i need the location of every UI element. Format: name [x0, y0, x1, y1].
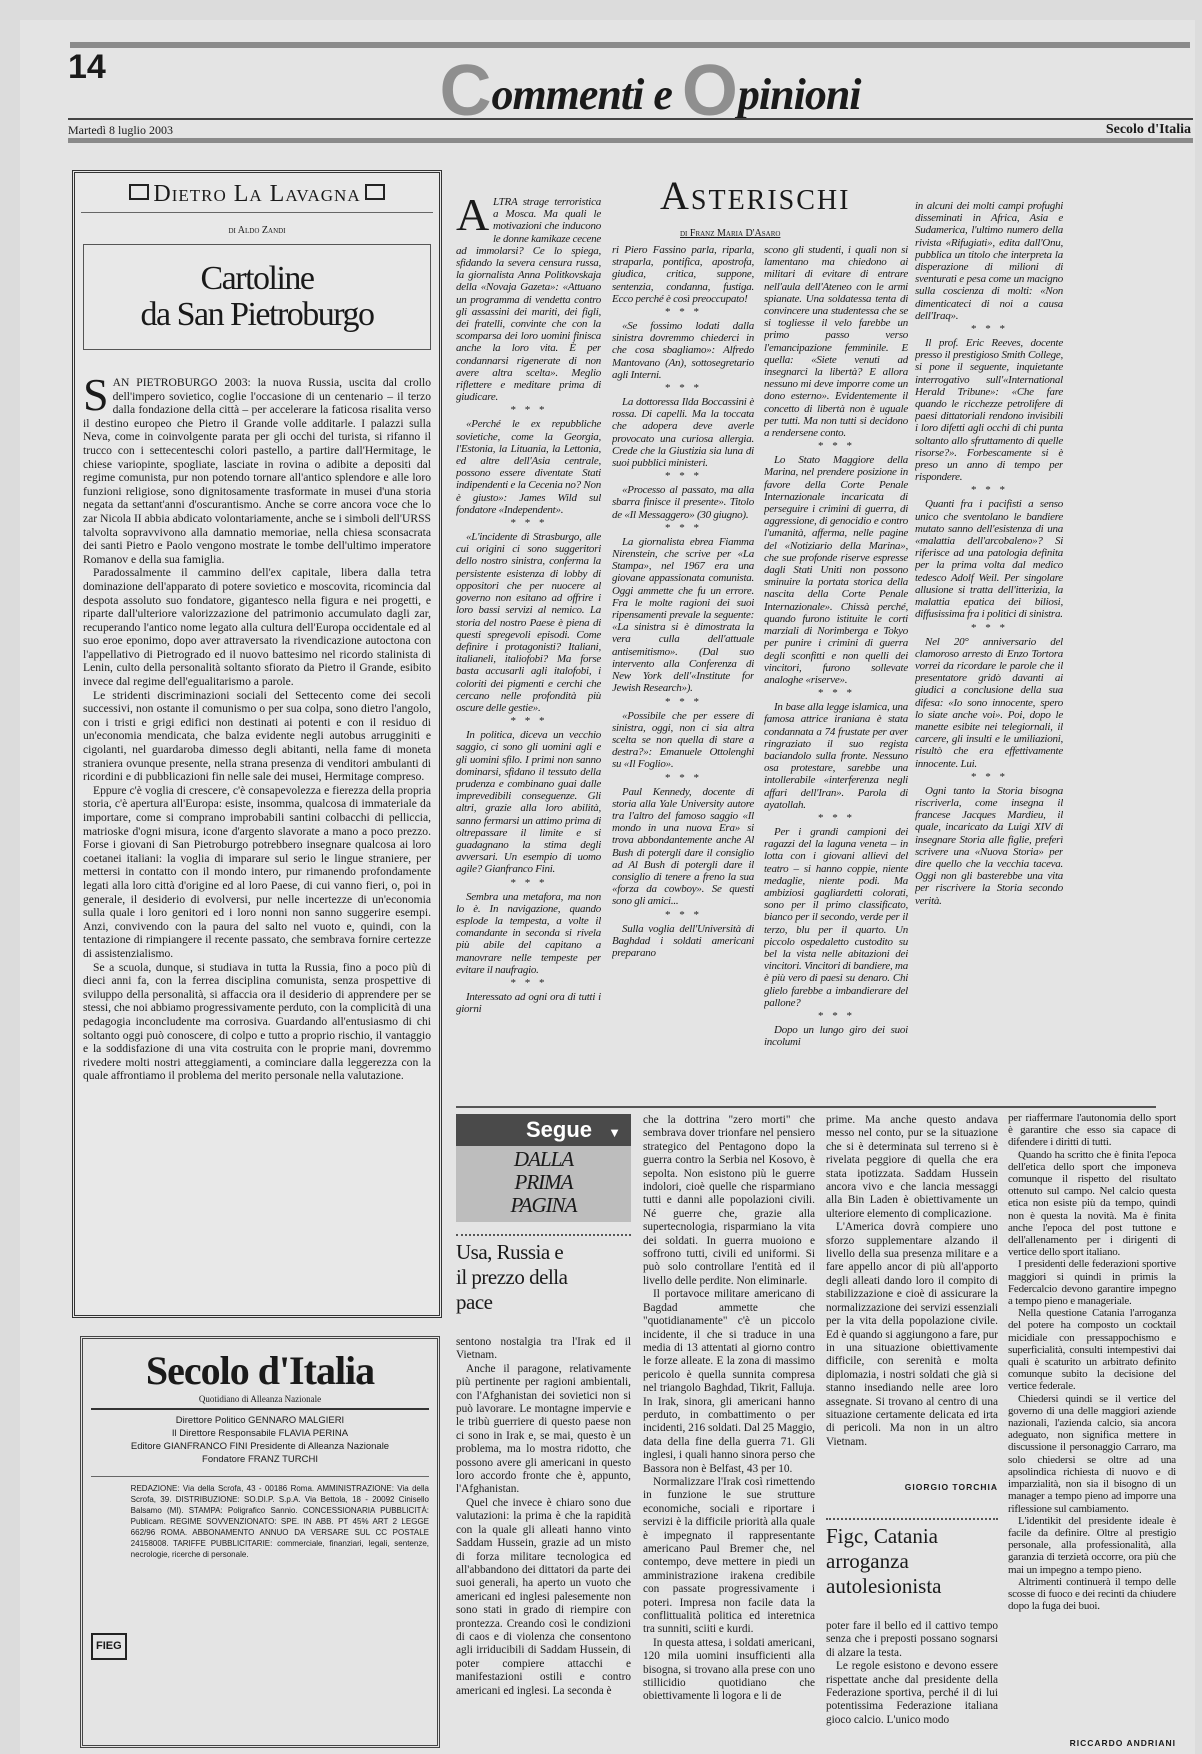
masthead-subtitle: Quotidiano di Alleanza Nazionale — [91, 1394, 429, 1410]
segue-line: PRIMA — [514, 1170, 573, 1194]
paragraph: «Se fossimo lodati dalla sinistra dovremmo chiederci in che cosa sbagliamo»: Alfredo Mantovano (An), sottosegretario agli Interni. — [612, 320, 754, 381]
segue-line: DALLA — [513, 1147, 574, 1171]
segue-label: Segue — [525, 1117, 592, 1142]
blackboard-icon — [365, 184, 385, 200]
article-body — [83, 376, 431, 1306]
arrow-down-icon: ▼ — [608, 1125, 621, 1140]
paragraph: Paradossalmente il cammino dell'ex capitale, libera dalla tetra dominazione dell'apparato di potere sovietico e moscovita, ricomincia dal despota assoluto suo fondatore, gigantesco nella figura e nei progetti, e riparte dall'ulteriore valorizzazione del patrimonio accumulato dagli zar, recuperando l'antico nome legato alla cultura dell'Europa occidentale ed al suo eroe eponimo, dopo aver attraversato la rivendicazione autoctona con l'appellativo di Pietrogrado ed il nuovo battesimo nel ricordo stalinista di Lenin, culto della personalità soltanto sfiorato da Pietro il Grande, esibito invece dal regime dell'egualitarismo a parole. — [83, 566, 431, 689]
paragraph: poter fare il bello ed il cattivo tempo senza che i preposti possano sognarsi di alzare la testa. — [826, 1620, 998, 1659]
separator-stars: * * * — [510, 517, 547, 530]
paragraph: ri Piero Fassino parla, riparla, straparla, pontifica, apostrofa, giudica, critica, suppone, sentenzia, condanna, fustiga. Ecco perché è così preoccupato! — [612, 244, 754, 305]
separator-stars: * * * — [510, 876, 547, 889]
separator-stars: * * * — [970, 621, 1008, 634]
paragraph: Dopo un lungo giro dei suoi incolumi — [764, 1023, 908, 1049]
author-signature: RICCARDO ANDRIANI — [1069, 1738, 1176, 1748]
paragraph: per riaffermare l'autonomia dello sport è garantire che esso sia capace di difendere i diritti di tutti. — [1008, 1112, 1176, 1149]
paragraph: Sembra una metafora, ma non lo è. In navigazione, quando esplode la tempesta, a volte il comandante in seconda si rivela più abile del capitano a manovrare nelle tempeste per evitare il naufragio. — [456, 890, 601, 976]
drop-cap: A — [456, 196, 489, 240]
paragraph: In politica, diceva un vecchio saggio, ci sono gli uomini agli e gli uomini sfilo. I primi non sanno dominarsi, sfidano il tessuto della prudenza e combinano guai dalle imprevedibili conseguenze. Gli altri, grazie alla loro abilità, sanno fermarsi un attimo prima di oltrepassare il limite e si guadagnano la stima degli avversari. Un esempio di uomo agile? Gianfranco Fini. — [456, 729, 601, 876]
paragraph: Chiedersi quindi se il vertice del governo di una delle maggiori aziende nazionali, l'azienda calcio, sia ancora adeguato, non significa mettere in discussione il personaggio Carraro, ma solo chiedersi se oltre ad una apsolindica richiesta di nuovo e di imparzialità, non sia il bisogno di un manager a tempo pieno ad imporre una riflessione sul cambiamento. — [1008, 1392, 1176, 1515]
paragraph: Le stridenti discriminazioni sociali del Settecento come dei secoli successivi, non ostante il comunismo o per sua colpa, sono dietro l'angolo, con i tristi e grigi edifici non destinati ai potenti e con il residuo di un'economia mendicata, che balza evidente negli autobus arrugginiti e cigolanti, nel guardaroba dimesso degli abitanti, nella fame di moneta straniera ovunque presente, nella strana presenza di venditori ambulanti di ricordini e di pubblicazioni fin nelle sale dei musei, Hermitage compreso. — [83, 688, 431, 784]
separator-stars: * * * — [970, 770, 1008, 783]
paragraph: «Processo al passato, ma alla sbarra finisce il presente». Titolo de «Il Messaggero» (30 giugno). — [612, 484, 754, 521]
top-rule — [70, 42, 1190, 48]
issue-date: Martedì 8 luglio 2003 — [68, 123, 173, 137]
paragraph: Anche il paragone, relativamente più pertinente per ragioni ambientali, con l'Afghanistan dei sovietici non si può lavorare. Le montagne impervie e le tribù guerriere di questo paese non ci sono in Irak e, se mai, questo è un problema, ma lo mostra ridotto, che possono avere gli americani in questo loro accordo fronte che è, appunto, l'Afghanistan. — [456, 1362, 631, 1496]
paragraph: LTRA strage terroristica a Mosca. Ma quali le motivazioni che inducono le donne kamikaze cecene ad immolarsi? Ce lo spiega, sfidando la severa censura russa, la giornalista Anna Politkovskaja della «Novaja Gazeta»: «Attuano un programma di vendetta contro gli assassini dei mariti, dei figli, dei fratelli, convinte che con la scomparsa dei loro uomini finisca anche la loro vita. È per condannarsi rigenerate di non avere altra scelta». Meglio riflettere e meditare prima di giudicare. — [456, 196, 601, 404]
separator-stars: * * * — [817, 811, 855, 824]
separator-stars: * * * — [510, 976, 547, 989]
paragraph: Eppure c'è voglia di crescere, c'è consapevolezza e fierezza della propria storia, c'è apertura all'Europa: esiste, insomma, qualcosa di immateriale da importare, come si comprano improbabili santini colbacchi di pelliccia, matrioske d'ogni misura, icone d'argento slavorate a mano a poco prezzo. Forse i giovani di San Pietroburgo potrebbero insegnare qualcosa ai loro coetanei italiani: la voglia di imparare sul serio le lingue straniere, per mettersi in contatto con il mondo intero, pur rimanendo profondamente legati alla loro città d'origine ed al loro Paese, di cui vanno fieri, o, poi in generale, il desiderio di evolversi, pur nelle incertezze di un'economia sulla quale i loro genitori ed i loro nonni non sanno suggerire esempi. Anzi, convivendo con la paura del salto nel vuoto e, quindi, con la tentazione di rimpiangere il recente passato, che sembrava fornire certezze di assistenzialismo. — [83, 783, 431, 960]
paragraph: La dottoressa Ilda Boccassini è rossa. Di capelli. Ma la toccata che adopera deve averle provocato una curiosa allergia. Crede che la Giustizia sia luna di suoi pubblici ministeri. — [612, 396, 754, 470]
paragraph: Ogni tanto la Storia bisogna riscriverla, come insegna il francese Jacques Mardieu, il quale, incaricato da Luigi XIV di insegnare Storia alle figlie, preferì scrivere una «Nuova Storia» per dire quello che la vecchia taceva. Oggi non gli basterebbe una vita per riscrivere la Storia secondo verità. — [915, 784, 1063, 907]
figc-headline: Figc, Catania arroganza autolesionista — [826, 1524, 942, 1598]
segue-box — [456, 1114, 631, 1222]
usa-column-1 — [456, 1336, 631, 1748]
section-divider — [456, 1106, 1156, 1108]
paragraph: Lo Stato Maggiore della Marina, nel prendere posizione in favore della Corte Penale Internazionale incaricata di perseguire i crimini di guerra, di aggressione, di genocidio e contro l'umanità, afferma, nelle pagine del «Notiziario della Marina», che sue profonde riserve espresse dagli Stati Uniti non possono sminuire la portata storica della nascita della Corte Penale Internazionale». Chissà perché, quando furono istituite le corti marziali di Norimberga e Tokyo per punire i crimini di guerra degli sconfitti e non quelli dei vincitori, furono sollevate analoghe «riserve». — [764, 454, 908, 686]
dotted-rule — [826, 1518, 998, 1520]
paragraph: Paul Kennedy, docente di storia alla Yale University autore tra l'altro del famoso saggio «Il mondo in una nuova Era» si trova abbondantemente anche Al Bush di potergli dare il consiglio ad Al Bush di potergli dare il consiglio di tenere a freno la sua «forza da cowboy». Se questi sono gli amici... — [612, 785, 754, 908]
paragraph: sentono nostalgia tra l'Irak ed il Vietnam. — [456, 1336, 631, 1362]
separator-stars: * * * — [817, 1009, 855, 1022]
paragraph: In questa attesa, i soldati americani, 120 mila uomini insufficienti alla bisogna, si trovano alla prese con uno stillicidio quotidiano che obiettivamente lì logora e li de — [643, 1636, 815, 1703]
headline-line-2: da San Pietroburgo — [140, 296, 374, 333]
rubric-header — [81, 181, 433, 213]
article-headline — [83, 244, 431, 350]
asterischi-column-3 — [764, 244, 908, 1102]
paragraph: Il prof. Eric Reeves, docente presso il prestigioso Smith College, si pone il seguente, inquietante interrogativo sull'«International Herald Tribune»: «Che fare quando le ricchezze petrolifere di paesi dittatoriali rendono invisibili i loro difetti agli occhi di chi punta soltanto allo sfruttamento di quelle risorse?». Forbescamente si è preso un anno di tempo per rispondere. — [915, 337, 1063, 484]
separator-stars: * * * — [664, 771, 702, 784]
headline-line-1: Cartoline — [200, 260, 314, 297]
usa-column-2 — [643, 1114, 815, 1748]
title-initial-o: O — [681, 51, 738, 131]
header-rule — [68, 118, 1193, 120]
title-part2: pinioni — [737, 70, 861, 119]
paragraph: Quanti fra i pacifisti a senso unico che sventolano le bandiere mutato sanno dell'esistenza di una «malattia dell'arcobaleno»? Si riferisce ad una patologia definita per la prima volta dal medico tedesco Adolf Weil. Per singolare allusione si tratta dell'itterizia, la malattia epatica dei biliosi, diffusissima fra i politici di sinistra. — [915, 498, 1063, 621]
separator-stars: * * * — [817, 440, 855, 453]
paragraph: Interessato ad ogni ora di tutti i giorni — [456, 990, 601, 1016]
fine-print-text: REDAZIONE: Via della Scrofa, 43 - 00186 Roma. AMMINISTRAZIONE: Via della Scrofa, 39. DISTRIBUZIONE: SO.DI.P. S.p.A. Via Bettola, 18 - 20092 Cinisello Balsamo (MI). STAMPA: Poligrafico Sannio. CONCESSIONARIA PUBBLICITÀ: Publicam. REGIME SOVVENZIONATO: SPE. IN ABB. PT 45% ART 2 LEGGE 662/96 ROMA. ABBONAMENTO ANNUO DA VERSARE SUL CC POSTALE 24158008. TARIFFE PUBBLICITARIE: commerciale, finanziari, legali, sentenze, necrologie, ricerche di personale. — [130, 1484, 429, 1559]
asterischi-column-2 — [612, 244, 754, 1102]
masthead-title: Secolo d'Italia — [145, 1348, 375, 1393]
masthead-credits — [91, 1414, 429, 1466]
paragraph: prime. Ma anche questo andava messo nel conto, pur se la situazione che si è determinata sul terreno si è rivelata peggiore di quella che era stata ipotizzata. Saddam Hussein ancora vivo e che lancia messaggi alla Bin Laden è obiettivamente un ulteriore elemento di complicazione. — [826, 1114, 998, 1220]
masthead-box — [80, 1336, 440, 1748]
dietro-la-lavagna-box — [72, 170, 442, 1318]
paragraph: Quel che invece è chiaro sono due valutazioni: la prima è che la rapidità con la quale gli alleati hanno vinto Saddam Hussein, grazie ad un misto di forza militare tecnologica ed all'abbandono dei dittatori da parte dei suoi generali, ha aperto un vuoto che americani ed inglesi palesemente non sono stati in grado di riempire con prontezza. Creando così le condizioni di caos e di violenza che consentono agli irriducibili di Saddam Hussein, di poter compiere attacchi e manifestazioni ostili e contro americani ed inglesi. La seconda è — [456, 1496, 631, 1697]
separator-stars: * * * — [970, 323, 1008, 336]
separator-stars: * * * — [664, 908, 702, 921]
title-part1: ommenti e — [491, 70, 682, 119]
header-bottom-rule — [68, 138, 1193, 143]
separator-stars: * * * — [664, 695, 702, 708]
page-number: 14 — [68, 48, 106, 86]
figc-column-2 — [1008, 1112, 1176, 1752]
paragraph: scono gli studenti, i quali non si lamentano ma chiedono ai militari di evitare di entrare nell'aula dell'Ateneo con le armi spianate. Una soldatessa tenta di convincere una studentessa che se si togliesse il velo farebbe un primo passo verso l'emancipazione femminile. E quella: «Siete venuti ad insegnarci la libertà? E allora nessuno mi deve imporre come un dono esterno». Evidentemente il concetto di libertà non è uguale per tutti. Ma non tutti si decidono a rendersene conto. — [764, 244, 908, 440]
drop-cap: S — [83, 376, 109, 420]
paragraph: L'identikit del presidente ideale è facile da definire. Oltre al prestigio personale, alla professionalità, alla garanzia di terzietà occorre, ora più che mai un impegno a tempo pieno. — [1008, 1514, 1176, 1576]
credit-line: Il Direttore Responsabile FLAVIA PERINA — [171, 1428, 349, 1439]
separator-stars: * * * — [970, 484, 1008, 497]
separator-stars: * * * — [664, 521, 702, 534]
paragraph: Normalizzare l'Irak così rimettendo in funzione le sue strutture economiche, sociali e riportare i servizi è la difficile priorità alla quale è impegnato il rappresentante americano Paul Bremer che, nel contempo, deve mettere in piedi un amministrazione irakena credibile con passate progressivamente i poteri. Impresa non facile data la conflittualità politica ed interetnica tra sunniti, sciiti e kurdi. — [643, 1475, 815, 1636]
asterischi-byline: di Franz Maria D'Asaro — [680, 228, 781, 239]
separator-stars: * * * — [817, 687, 855, 700]
asterischi-column-4 — [915, 200, 1063, 1102]
paragraph: L'America dovrà compiere uno sforzo supplementare alzando il livello della sua presenza militare e a fare appello ancor di più all'apporto degli alleati dando loro il compito di stabilizzazione e cioè di assicurare la normalizzazione dei servizi essenziali per la vita della popolazione civile. Ed è quando si aggiungono a fare, pur in una situazione obiettivamente difficile, con serenità e molta diplomazia, i nostri soldati che già si stanno insediando nelle aree loro assegnate. Si trovano al centro di una situazione certamente delicata ed irta di pericoli. Ma non in un altro Vietnam. — [826, 1221, 998, 1448]
masthead-fine-print — [91, 1476, 429, 1736]
segue-banner — [456, 1114, 631, 1146]
asterischi-column-1 — [456, 196, 601, 1102]
paragraph: «L'incidente di Strasburgo, alle cui origini ci sono suggeritori dello nostro sinistra, conferma la persistente esistenza di lobby di oppositori che per nuocere al governo non esitano ad offrire i loro bassi servizi al nemico. La storia del nostro Paese è piena di questi spregevoli episodi. Come definire i protagonisti? Italiani, italianeli, italiofobi? Ma forse basta accusarli agli italofobi, i coloriti dei pigmenti e cerchi che cercano nelle profondità più oscure delle gestie». — [456, 531, 601, 714]
segue-line: PAGINA — [510, 1193, 577, 1217]
title-initial-c: C — [439, 51, 492, 131]
separator-stars: * * * — [664, 306, 702, 319]
paragraph: In base alla legge islamica, una famosa attrice iraniana è stata condannata a 74 frustate per aver ringraziato il suo regista baciandolo sulla fronte. Nessuno osa protestare, sarebbe una intollerabile «interferenza negli affari dell'Iran». Parola di ayatollah. — [764, 701, 908, 811]
figc-column-1 — [826, 1620, 998, 1748]
separator-stars: * * * — [510, 715, 547, 728]
paragraph: Nel 20° anniversario del clamoroso arresto di Enzo Tortora vorrei da ricordare le parole che il presentatore gridò davanti ai giudici a conclusione della sua difesa: «Io sono innocente, spero lo siate anche voi». Poi, dopo le manette esibite nei telegiornali, il carcere, gli insulti e le umiliazioni, risultò che era effettivamente innocente. Lui. — [915, 635, 1063, 770]
author-signature: GIORGIO TORCHIA — [904, 1482, 998, 1492]
paragraph: Quando ha scritto che è finita l'epoca dell'etica dello sport che imponeva comunque il rispetto del risultato ottenuto sul campo. Nel calcio questa etica non esiste più da tempo, quindi non è questa la novità. Ma è finita anche l'epoca del post tuttone e dell'allenamento per i dirigenti di vertice dello sport italiano. — [1008, 1148, 1176, 1259]
paragraph: Se a scuola, dunque, si studiava in tutta la Russia, fino a poco più di dieci anni fa, con la ferrea disciplina comunista, senza prospettive di sviluppo della personalità, si affaccia ora il desiderio di apprendere per se stessi, che noi abbiamo progressivamente perduto, con la complicità di una pedagogia inconcludente ma corrosiva. Guardando all'entusiasmo di chi soltanto oggi può conoscere, di colpo e tutto a proprio rischio, il vantaggio e la soddisfazione di una vita costruita con le proprie mani, dovremmo rivedere molti nostri atteggiamenti, a cominciare dalla leggerezza con la quale affrontiamo il problema del merito personale nella valutazione. — [83, 960, 431, 1083]
credit-line: Direttore Politico GENNARO MALGIERI — [175, 1415, 345, 1426]
separator-stars: * * * — [510, 404, 547, 417]
paragraph: Le regole esistono e devono essere rispettate anche dal presidente della Federazione sportiva, perché il di lui potentissima Federazione italiana gioco calcio. L'unico modo — [826, 1660, 998, 1726]
paragraph: Altrimenti continuerà il tempo delle scosse di fuoco e dei recinti da chiudere dopo la fuga dei buoi. — [1008, 1575, 1176, 1613]
fieg-logo: FIEG — [91, 1633, 127, 1660]
asterischi-title: Asterischi — [660, 173, 851, 218]
blackboard-icon — [129, 184, 149, 200]
newspaper-page — [20, 20, 1195, 1754]
paragraph: «Possibile che per essere di sinistra, oggi, non ci sia altra scelta se non quella di stare a destra?»: Emanuele Ottolenghi su «Il Foglio». — [612, 709, 754, 771]
paragraph: AN PIETROBURGO 2003: la nuova Russia, uscita dal crollo dell'impero sovietico, coglie l'occasione di un centenario – il terzo dalla fondazione della città – per accelerare la faticosa risalita verso il destino europeo che Pietro il Grande volle additarle. I palazzi sulla Neva, come in coinvolgente parata per gli occhi del turista, si rifanno il trucco con i settecenteschi colori pastello, a partire dall'Hermitage, le chiese variopinte, spogliate, lasciate in rovina o adibite a depositi dal regime comunista, pur non potendo tornare all'antico splendore e alle loro funzioni religiose, sono dignitosamente trasformate in musei d'una storia negata da settant'anni d'oscurantismo. Anche se corre ancora voce che lo zar Nicola II abbia abdicato volontariamente, anche se i simboli dell'URSS talvolta sopravvivono alla damnatio memoriae, nella chiesa sconsacrata dei santi Pietro e Paolo vengono mostrate le tombe dell'ultimo imperatore Romanov e della sua famiglia. — [83, 376, 431, 566]
credit-line: Fondatore FRANZ TURCHI — [202, 1454, 318, 1465]
paragraph: Il portavoce militare americano di Bagdad ammette che "quotidianamente" c'è un piccolo incidente, il che si traduce in una media di 13 attentati al giorno contro le forze alleate. E la zona di massimo pericolo è quella sunnita compresa nel triangolo Baghdad, Tikrit, Falluja. In Irak, sinora, gli americani hanno perduto, in combattimento o per incidenti, 216 soldati. Dal 25 Maggio, data della fine della guerra 71. Gli inglesi, i quali hanno sinora perso che Bassora non è Belfast, 43 per 10. — [643, 1288, 815, 1475]
rubric-title: Dietro La Lavagna — [153, 181, 361, 207]
paragraph: Per i grandi campioni dei ragazzi del la laguna veneta – in lotta con i giovani allievi del teatro – si hanno coppie, niente medaglie, niente podi. Ma ambiziosi gagliardetti colorati, sono per il primo classificato, bianco per il secondo, verde per il terzo, blu per il quarto. Un piccolo ospedaletto custodito su bel la vista nelle abitazioni dei vincitori. Vincitori di bandiere, ma è più vero di paesi su denaro. Chi glielo farebbe a imbandierare del pallone? — [764, 825, 908, 1009]
paragraph: La giornalista ebrea Fiamma Nirenstein, che scrive per «La Stampa», nel 1967 era una giovane appassionata comunista. Oggi ammette che fu un errore. Fra le molte ragioni dei suoi ripensamenti prevale la seguente: «La sinistra si è dimostrata la vera culla dell'attuale antisemitismo». (Dal suo intervento alla Conferenza di New York dell'«Institute for Jewish Research»). — [612, 535, 754, 695]
paragraph: Sulla voglia dell'Università di Baghdad i soldati americani preparano — [612, 922, 754, 959]
paper-name: Secolo d'Italia — [1105, 122, 1191, 137]
paragraph: «Perché le ex repubbliche sovietiche, come la Georgia, l'Estonia, la Lituania, la Lettonia, ed altre dell'Asia centrale, possono essere diventate Stati indipendenti e la Cecenia no? Non è giusto»: James Wild sul fondatore «Independent». — [456, 418, 601, 516]
usa-headline: Usa, Russia e il prezzo della pace — [456, 1240, 568, 1314]
dotted-rule — [456, 1234, 631, 1236]
author-byline: di Aldo Zandi — [228, 225, 286, 236]
separator-stars: * * * — [664, 470, 702, 483]
credit-line: Editore GIANFRANCO FINI Presidente di Alleanza Nazionale — [130, 1441, 390, 1452]
paragraph: in alcuni dei molti campi profughi disseminati in Africa, Asia e Sudamerica, l'ultimo numero della rivista «Rifugiati», edita dall'Onu, pubblica un titolo che interpreta la disperazione di milioni di sventurati e pesa come un macigno sulla coscienza di molti: «Non dimenticateci di noi a causa dell'Iraq». — [915, 200, 1063, 322]
paragraph: I presidenti delle federazioni sportive maggiori si quindi in primis la Federcalcio devono garantire impegno a tempo pieno e manageriale. — [1008, 1258, 1176, 1308]
segue-subtitle — [456, 1146, 631, 1217]
separator-stars: * * * — [664, 382, 702, 395]
paragraph: Nella questione Catania l'arroganza del potere ha composto un cocktail micidiale con pressappochismo e superficialità, consulti intempestivi dai quali è scaturito un arbitrato definito comunque subito la decisione del vertice federale. — [1008, 1307, 1176, 1393]
paragraph: che la dottrina "zero morti" che sembrava dover trionfare nel pensiero strategico del Pentagono dopo la guerra contro la Serbia nel Kosovo, è sepolta. Non esistono più le guerre indolori, cioè quelle che risparmiano tutti e danni alle popolazioni civili. Né guerre che, grazie alla supertecnologia, risparmiano la vita dei soldati. In guerra muoiono e soffrono tutti, civili ed uniformi. Si può solo controllare l'entità ed il livello delle perdite. Non eliminarle. — [643, 1114, 815, 1287]
usa-column-3 — [826, 1114, 998, 1504]
